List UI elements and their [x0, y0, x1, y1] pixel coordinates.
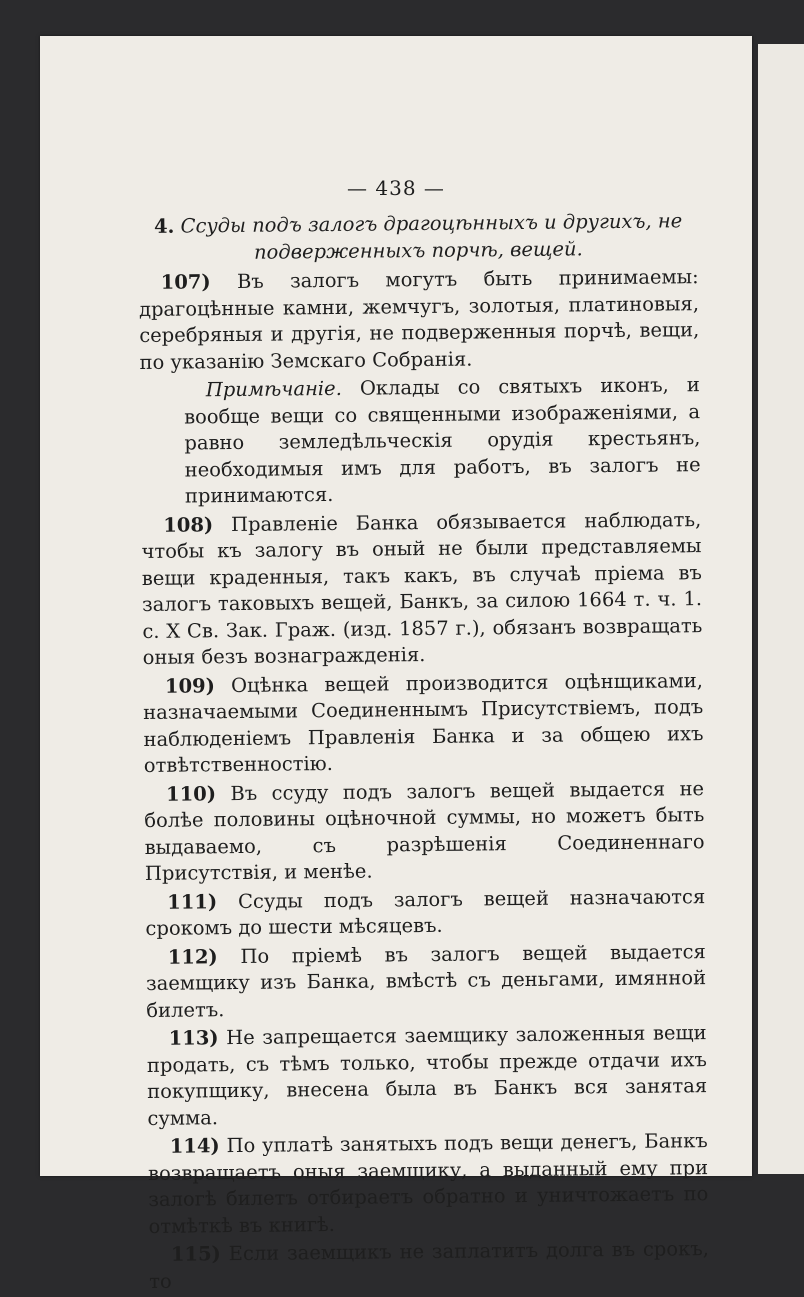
- article-number: 115): [170, 1242, 221, 1266]
- article-111: [145, 884, 706, 943]
- note-text: Оклады со святыхъ иконъ, и вообще вещи со священными изображеніями, а равно земледѣльческія орудія крестьянъ, необходимыя имъ для работъ, въ залогъ не принимаются.: [184, 373, 701, 508]
- article-112: [146, 939, 707, 1024]
- article-109: [143, 668, 704, 780]
- article-text: По уплатѣ занятыхъ подъ вещи денегъ, Банкъ возвращаетъ оныя заемщику, а выданный ему при залогѣ билетъ отбираетъ обратно и уничтожаетъ по отмѣткѣ въ книгѣ.: [147, 1129, 709, 1238]
- article-text: Правленіе Банка обязывается наблюдать, чтобы къ залогу въ оный не были представляемы вещи краденныя, такъ какъ, въ случаѣ пріема въ залогъ таковыхъ вещей, Банкъ, за силою 1664 т. ч. 1. с. X Св. Зак. Граж. (изд. 1857 г.), обязанъ возвращать оныя безъ вознагражденія.: [141, 507, 703, 669]
- article-text: Оцѣнка вещей производится оцѣнщиками, назначаемыми Соединеннымъ Присутствіемъ, подъ наблюденіемъ Правленія Банка и за общею ихъ отвѣтственностію.: [143, 668, 704, 777]
- article-number: 111): [167, 889, 218, 914]
- section-heading: [138, 208, 699, 267]
- article-107: [139, 264, 700, 376]
- article-text: По пріемѣ въ залогъ вещей выдается заемщику изъ Банка, вмѣстѣ съ деньгами, имянной билетъ.: [145, 939, 707, 1022]
- article-text: Если заемщикъ не заплатитъ долга въ срокъ, то: [149, 1237, 709, 1293]
- article-number: 110): [165, 781, 217, 806]
- article-number: 114): [169, 1134, 220, 1158]
- article-110: [144, 776, 705, 888]
- article-text: Не запрещается заемщику заложенныя вещи продать, съ тѣмъ только, чтобы прежде отдачи ихъ покупщику, внесена была въ Банкъ вся занятая сумма.: [146, 1021, 708, 1130]
- article-113: [147, 1020, 708, 1132]
- section-number: 4.: [153, 214, 175, 238]
- article-number: 109): [164, 673, 215, 698]
- article-text: Въ ссуду подъ залогъ вещей выдается не болѣе половины оцѣночной суммы, но можетъ быть выдаваемо, съ разрѣшенія Соединеннаго Присутствія, и менѣе.: [144, 776, 705, 885]
- book-page: [40, 36, 752, 1293]
- article-114: [148, 1128, 709, 1240]
- page-number: — 438 —: [347, 176, 445, 200]
- article-text: Въ залогъ могутъ быть принимаемы: драгоцѣнные камни, жемчугъ, золотыя, платиновыя, серебряныя и другія, не подверженныя порчѣ, вещи, по указанію Земскаго Собранія.: [138, 265, 700, 374]
- article-text: Ссуды подъ залогъ вещей назначаются срокомъ до шести мѣсяцевъ.: [145, 884, 706, 940]
- article-number: 113): [168, 1026, 219, 1050]
- article-number: 108): [163, 512, 214, 537]
- note: [140, 372, 701, 510]
- page-text: [138, 208, 709, 1297]
- adjacent-page-edge: [758, 44, 804, 1174]
- article-108: [141, 507, 703, 672]
- section-title: Ссуды подъ залогъ драгоцѣнныхъ и другихъ, не подверженныхъ порчѣ, вещей.: [180, 209, 683, 264]
- article-number: 107): [160, 270, 211, 294]
- note-label: Примѣчаніе.: [205, 376, 342, 402]
- article-number: 112): [167, 944, 218, 969]
- article-115: [149, 1236, 710, 1295]
